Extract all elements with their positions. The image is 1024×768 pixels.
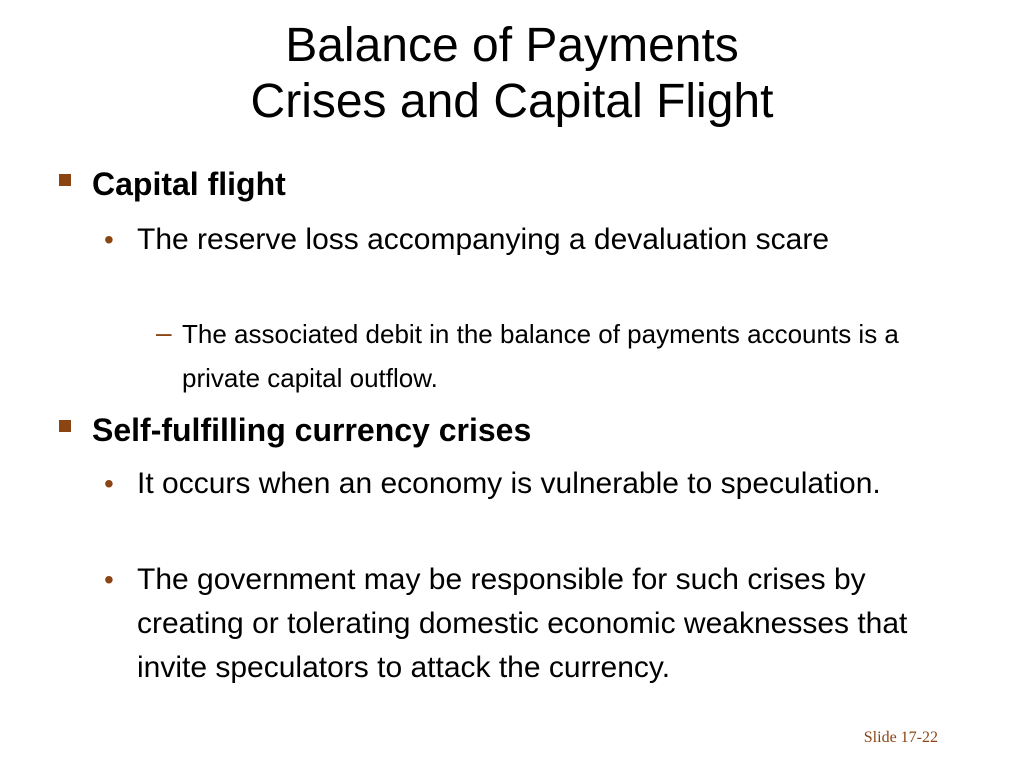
sub-bullet-vulnerable: It occurs when an economy is vulnerable to speculation. [137, 467, 881, 500]
dot-bullet-icon: • [104, 564, 114, 595]
slide-title-line2: Crises and Capital Flight [250, 75, 774, 128]
bullet-heading-capital-flight: Capital flight [92, 166, 286, 202]
square-bullet-icon [59, 174, 71, 186]
sub-bullet-reserve-loss: The reserve loss accompanying a devaluation scare [137, 223, 830, 256]
sub-sub-bullet-associated-debit: The associated debit in the balance of payments accounts is a private capital outflow. [182, 319, 899, 393]
slide-number: Slide 17-22 [863, 729, 938, 746]
slide-title [0, 18, 1024, 130]
dot-bullet-icon: • [104, 468, 114, 499]
square-bullet-icon [59, 420, 71, 432]
dot-bullet-icon: • [104, 224, 114, 255]
bullet-heading-self-fulfilling: Self-fulfilling currency crises [92, 412, 532, 448]
sub-bullet-government: The government may be responsible for such crises by creating or tolerating domestic economic weaknesses that invite speculators to attack the currency. [137, 563, 908, 684]
dash-bullet-icon: – [156, 317, 172, 348]
slide-title-line1: Balance of Payments [285, 19, 739, 72]
